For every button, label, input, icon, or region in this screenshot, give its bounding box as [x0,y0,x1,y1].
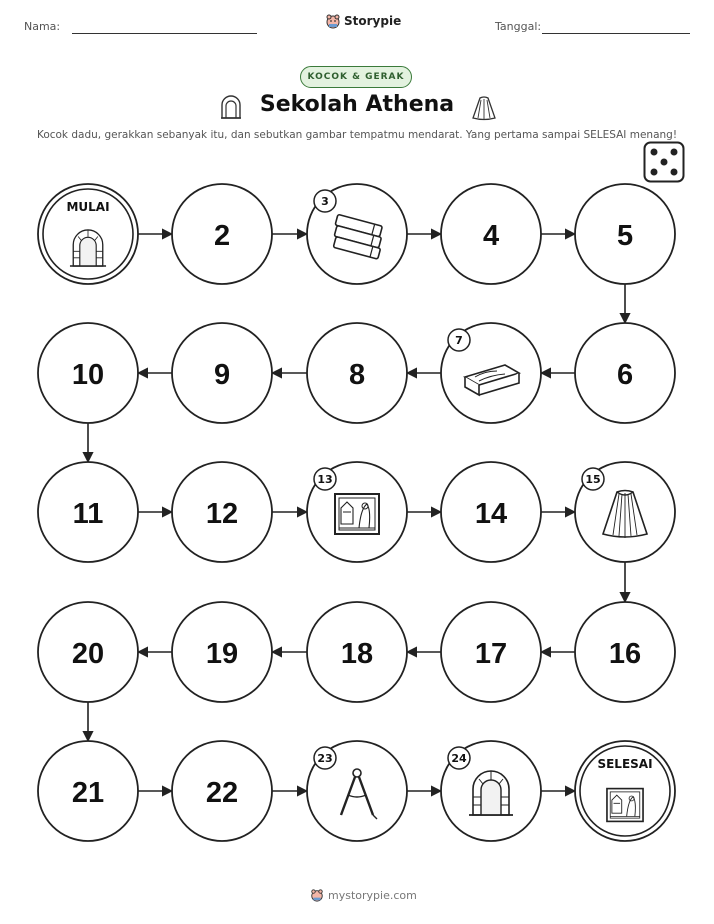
space-number: 12 [205,498,239,530]
space-number: 22 [205,777,239,809]
board-space [307,602,407,702]
board-space [441,184,541,284]
name-label: Nama: [24,20,61,33]
space-number: 24 [451,752,467,765]
footer-url: mystorypie.com [328,888,417,902]
space-number: 17 [474,638,508,670]
board-space [575,462,675,562]
space-number: 21 [71,777,105,809]
board-space [38,323,138,423]
board-space [441,462,541,562]
game-type-tag: KOCOK & GERAK [300,66,412,88]
space-number: 16 [608,638,642,670]
space-number: 7 [455,334,463,347]
space-number-badge [448,747,470,769]
board-space [575,184,675,284]
space-number: 11 [72,498,104,530]
space-number-badge [314,747,336,769]
space-number: 23 [317,752,333,765]
board-space [38,741,138,841]
space-number: 20 [71,638,105,670]
page-title: Sekolah Athena [259,92,455,117]
finish-space [575,741,675,841]
instructions: Kocok dadu, gerakkan sebanyak itu, dan sebutkan gambar tempatmu mendarat. Yang pertama sampai SELESAI menang! [36,129,678,141]
space-number: 18 [340,638,374,670]
space-number: 2 [213,220,231,252]
board-space [172,741,272,841]
board-space [575,323,675,423]
board-space [441,323,541,423]
space-number-badge [582,468,604,490]
space-number: 9 [213,359,231,391]
board-space [172,184,272,284]
start-space [38,184,138,284]
space-number: 5 [616,220,634,252]
board-space [307,184,407,284]
board-space [38,602,138,702]
board-space [172,602,272,702]
date-label: Tanggal: [495,20,542,33]
brand-name: Storypie [344,14,402,28]
space-number-badge [448,329,470,351]
board-space [307,741,407,841]
board-space [441,602,541,702]
space-number: 10 [71,359,105,391]
storypie-mascot-icon [310,888,324,902]
space-number: 13 [317,473,333,486]
footer [310,888,417,902]
board-space [307,462,407,562]
space-number: 8 [348,359,366,391]
space-number-badge [314,468,336,490]
board-space [38,462,138,562]
fresco-icon [607,789,643,822]
space-number: 4 [482,220,500,252]
board-space [172,323,272,423]
board-space [441,741,541,841]
board-space [172,462,272,562]
space-label: SELESAI [597,757,653,771]
space-number: 14 [474,498,508,530]
fresco-icon [335,494,379,534]
space-label: MULAI [66,200,110,214]
space-number: 6 [616,359,634,391]
board-space [575,602,675,702]
space-number-badge [314,190,336,212]
board-space [307,323,407,423]
space-number: 19 [205,638,239,670]
board-spaces [38,184,675,841]
space-number: 15 [585,473,601,486]
space-number: 3 [321,195,329,208]
